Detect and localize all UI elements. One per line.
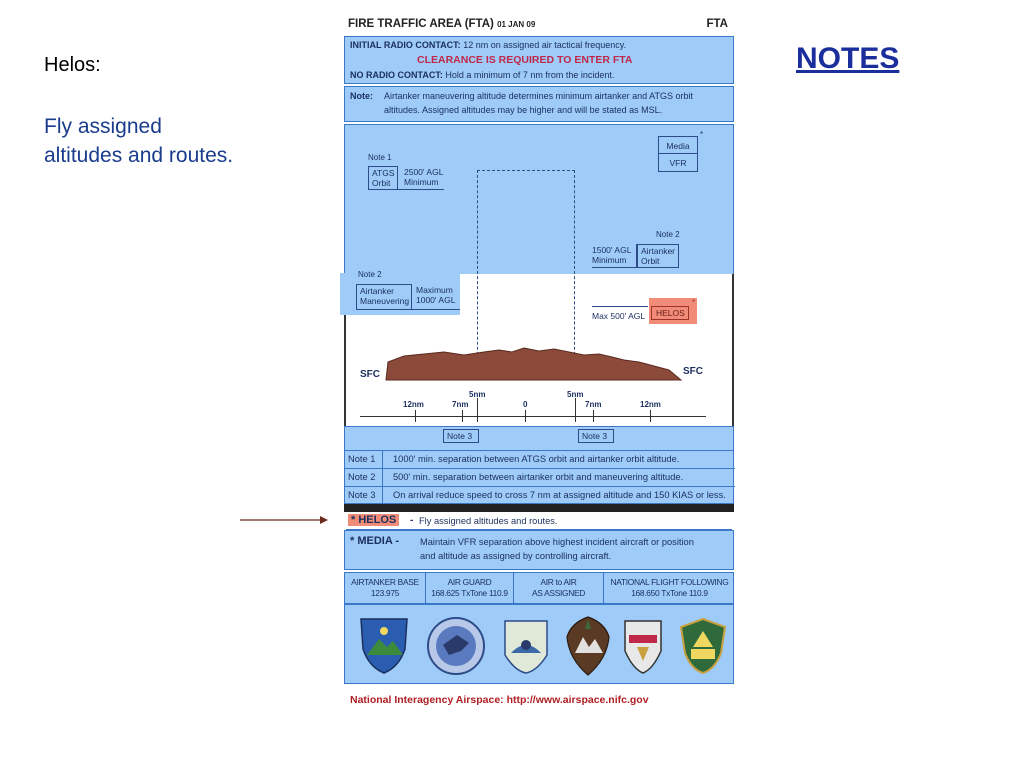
scale-12nm-left: 12nm [403,400,424,409]
bia-seal-icon [427,615,485,677]
scale-12nm-right: 12nm [640,400,661,409]
atgs-orbit-box: ATGS Orbit [368,166,398,190]
no-radio-label: NO RADIO CONTACT: [350,70,443,80]
footer-source: National Interagency Airspace: http://www.airspace.nifc.gov [350,694,649,706]
initial-contact-text: 12 nm on assigned air tactical frequency. [463,40,627,50]
max-500-label: Max 500' AGL [592,311,646,321]
card-date: 01 JAN 09 [497,20,536,29]
usfs-shield-icon [679,617,727,675]
note3-band [344,426,734,450]
scale-7nm-left: 7nm [452,400,469,409]
fta-card [344,14,736,686]
scale-7nm-right: 7nm [585,400,602,409]
sfc-right-label: SFC [683,366,703,377]
note1-label: Note 1 [368,153,392,162]
helos-row-label: * HELOS [348,514,399,526]
altitude-note-section [344,86,734,122]
frequency-cell: AIR GUARD 168.625 TxTone 110.9 [426,573,514,603]
initial-contact-label: INITIAL RADIO CONTACT: [350,40,461,50]
pointer-arrow-icon [240,513,328,527]
note-line-2: altitudes. Assigned altitudes may be higher and will be stated as MSL. [384,105,663,115]
note2-label: Note 2 [656,230,680,239]
notes-table-row: Note 3 On arrival reduce speed to cross 7 nm at assigned altitude and 150 KIAS or less. [345,487,735,505]
fws-seal-icon [501,617,551,675]
frequency-cell: AIRTANKER BASE 123.975 [345,573,426,603]
airtanker-maneuvering-box: Airtanker Maneuvering [356,284,412,310]
calfire-badge-icon [621,617,665,675]
slide-body-text: Fly assigned altitudes and routes. [44,115,234,167]
scale-5nm-right: 5nm [567,390,584,399]
agency-seals [344,604,734,684]
airtanker-orbit-box: Airtanker Orbit [637,244,679,268]
slide-title: Helos: [44,54,101,76]
sfc-left-label: SFC [360,369,380,380]
no-radio-text: Hold a minimum of 7 nm from the incident. [445,70,615,80]
note2b-label: Note 2 [358,270,382,279]
notes-table [344,450,734,504]
helos-row: * HELOS - Fly assigned altitudes and routes. [346,513,732,530]
note-label: Note: [350,91,373,101]
media-row [344,530,734,570]
clearance-notice: CLEARANCE IS REQUIRED TO ENTER FTA [417,54,633,66]
table-divider [344,504,734,512]
frequency-table [344,572,734,604]
media-asterisk: * [700,130,704,139]
card-header [344,14,736,36]
frequency-cell: NATIONAL FLIGHT FOLLOWING 168.650 TxTone 110.9 [610,577,729,598]
fta-dashed-column [477,170,575,370]
max-1000-box: Maximum 1000' AGL [412,284,460,310]
agl-2500-box: 2500' AGL Minimum [398,166,444,190]
agl-1500-box: 1500' AGL Minimum [592,244,637,268]
scale-zero: 0 [523,400,528,409]
media-row-label: * MEDIA - [350,535,400,547]
scale-5nm-left: 5nm [469,390,486,399]
helos-row-text: Fly assigned altitudes and routes. [419,516,558,526]
note3-right-box: Note 3 [578,429,614,443]
nps-arrowhead-icon [565,615,611,677]
notes-link[interactable]: NOTES [796,42,900,75]
notes-table-row: Note 1 1000' min. separation between ATGS orbit and airtanker orbit altitude. [345,451,735,469]
helos-asterisk: * [692,298,696,307]
note-line-1: Airtanker maneuvering altitude determines minimum airtanker and ATGS orbit [384,91,693,101]
helos-box: HELOS [651,306,689,320]
media-row-line1: Maintain VFR separation above highest incident aircraft or position [420,537,694,547]
card-header-right: FTA [706,18,728,30]
note3-left-box: Note 3 [443,429,479,443]
media-row-line2: and altitude as assigned by controlling aircraft. [420,551,612,561]
blm-shield-icon [359,617,409,675]
radio-contact-section [344,36,734,84]
terrain-silhouette-icon [384,342,684,382]
frequency-cell: AIR to AIR AS ASSIGNED [514,573,604,603]
card-title: FIRE TRAFFIC AREA (FTA) 01 JAN 09 [348,18,536,30]
distance-scale-line [360,416,706,417]
media-vfr-box: Media VFR [658,136,698,172]
notes-table-row: Note 2 500' min. separation between airtanker orbit and maneuvering altitude. [345,469,735,487]
